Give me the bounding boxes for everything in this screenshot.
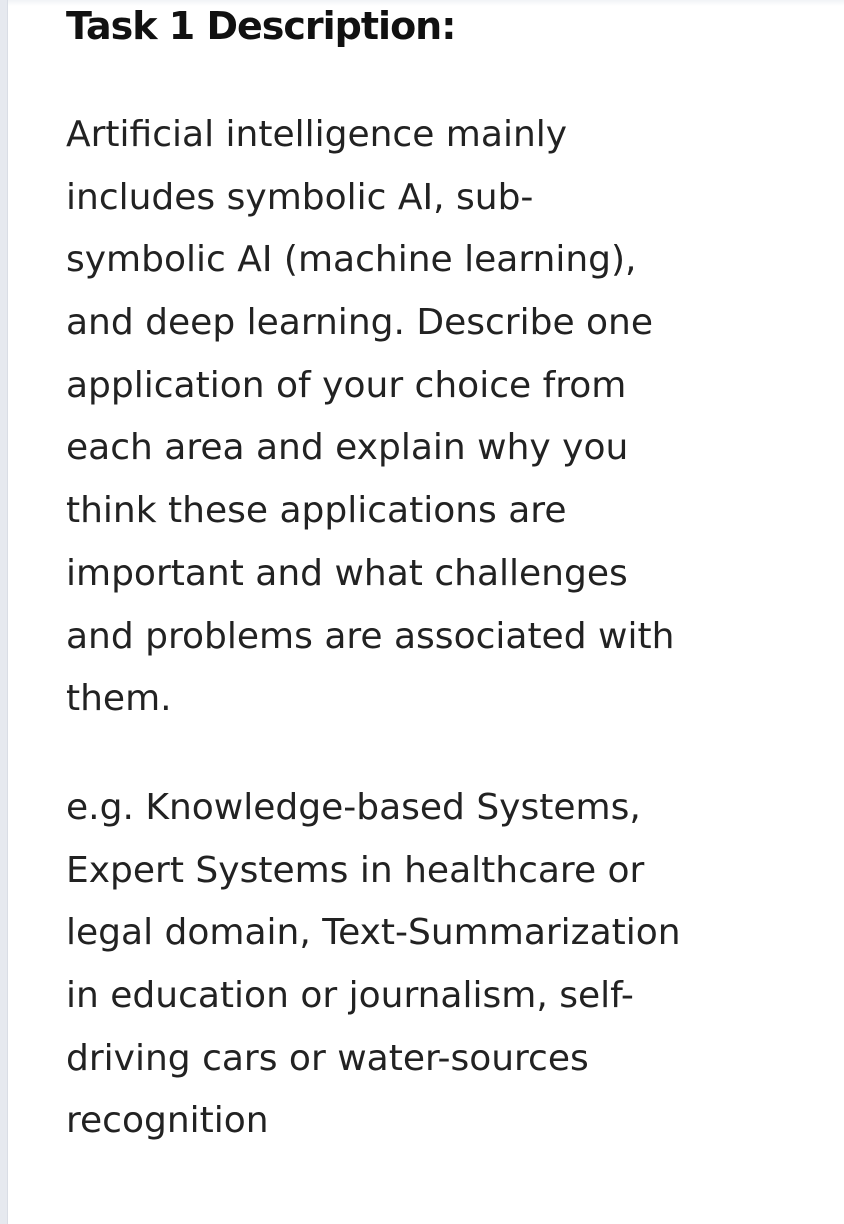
- task-title: Task 1 Description:: [66, 4, 456, 48]
- description-line: Artificial intelligence mainly: [66, 114, 568, 155]
- description-line: symbolic AI (machine learning),: [66, 239, 637, 281]
- task-content: [66, 0, 826, 1142]
- examples-line: legal domain, Text-Summarization: [66, 912, 681, 954]
- description-line: and problems are associated with: [66, 615, 675, 657]
- description-line: think these applications are: [66, 490, 567, 532]
- examples-line: recognition: [66, 1100, 269, 1142]
- examples-line: in education or journalism, self-: [66, 975, 634, 1017]
- description-line: each area and explain why you: [66, 427, 629, 469]
- examples-line: e.g. Knowledge-based Systems,: [66, 787, 641, 828]
- task-examples: [66, 777, 681, 1153]
- task-description: [66, 104, 674, 731]
- examples-line: Expert Systems in healthcare or: [66, 849, 645, 891]
- description-line: important and what challenges: [66, 552, 628, 594]
- left-edge-divider: [0, 0, 8, 1224]
- description-line: them.: [66, 678, 172, 720]
- description-line: application of your choice from: [66, 364, 627, 406]
- examples-line: driving cars or water-sources: [66, 1037, 589, 1079]
- description-line: and deep learning. Describe one: [66, 302, 654, 344]
- description-line: includes symbolic AI, sub-: [66, 176, 534, 218]
